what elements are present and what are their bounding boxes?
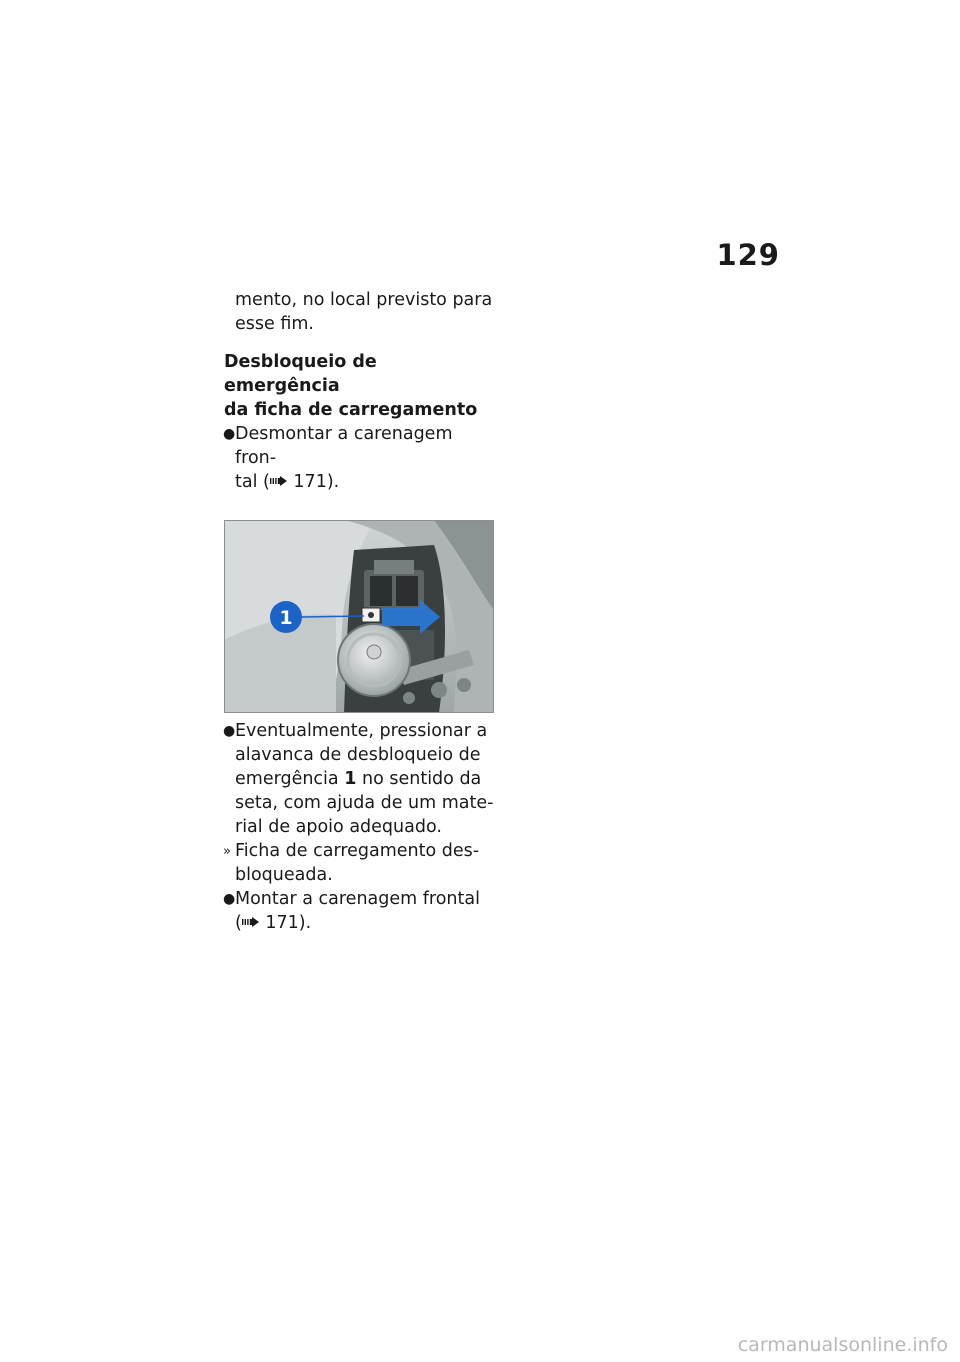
step1-text-b: tal ( [235, 472, 270, 492]
step-install-front-fairing [224, 887, 496, 935]
figure-callout-number: 1 [279, 607, 293, 629]
step2-line-4: seta, com ajuda de um mate- [235, 793, 494, 813]
section-heading [224, 350, 496, 422]
step2-line-1: Eventualmente, pressionar a [235, 721, 488, 741]
watermark: carmanualsonline.info [737, 1334, 948, 1356]
page-number: 129 [716, 238, 780, 272]
step-press-release-lever [224, 719, 496, 839]
page-reference-arrow-icon [242, 917, 260, 927]
result-line-2: bloqueada. [235, 865, 333, 885]
continuation-line-2: esse fim. [235, 314, 314, 334]
figure-illustration [224, 520, 494, 713]
step3-line-1: Montar a carenagem frontal [235, 889, 480, 909]
step3-page-ref[interactable]: 171). [265, 913, 312, 933]
step2-callout-ref: 1 [344, 769, 357, 789]
step3-line-2a: ( [235, 913, 242, 933]
continuation-line-1: mento, no local previsto para [235, 290, 493, 310]
step2-line-2: alavanca de desbloqueio de [235, 745, 481, 765]
main-column [224, 288, 496, 935]
result-line-1: Ficha de carregamento des- [235, 841, 480, 861]
figure-emergency-release [224, 520, 494, 713]
result-marker-icon: » [223, 844, 231, 859]
step1-page-ref[interactable]: 171). [293, 472, 340, 492]
page-reference-arrow-icon [270, 476, 288, 486]
step2-line-3b: no sentido da [362, 769, 482, 789]
continuation-text [224, 288, 496, 336]
step-remove-front-fairing [224, 422, 496, 494]
step2-line-3a: emergência [235, 769, 339, 789]
heading-line-2: da ficha de carregamento [224, 400, 478, 420]
step1-text-a: Desmontar a carenagem fron- [235, 424, 453, 468]
step2-line-5: rial de apoio adequado. [235, 817, 442, 837]
bullet-icon: ● [223, 891, 236, 907]
heading-line-1: Desbloqueio de emergência [224, 352, 377, 396]
bullet-icon: ● [223, 723, 236, 739]
bullet-icon: ● [223, 426, 236, 442]
result-plug-unlocked [224, 839, 496, 887]
